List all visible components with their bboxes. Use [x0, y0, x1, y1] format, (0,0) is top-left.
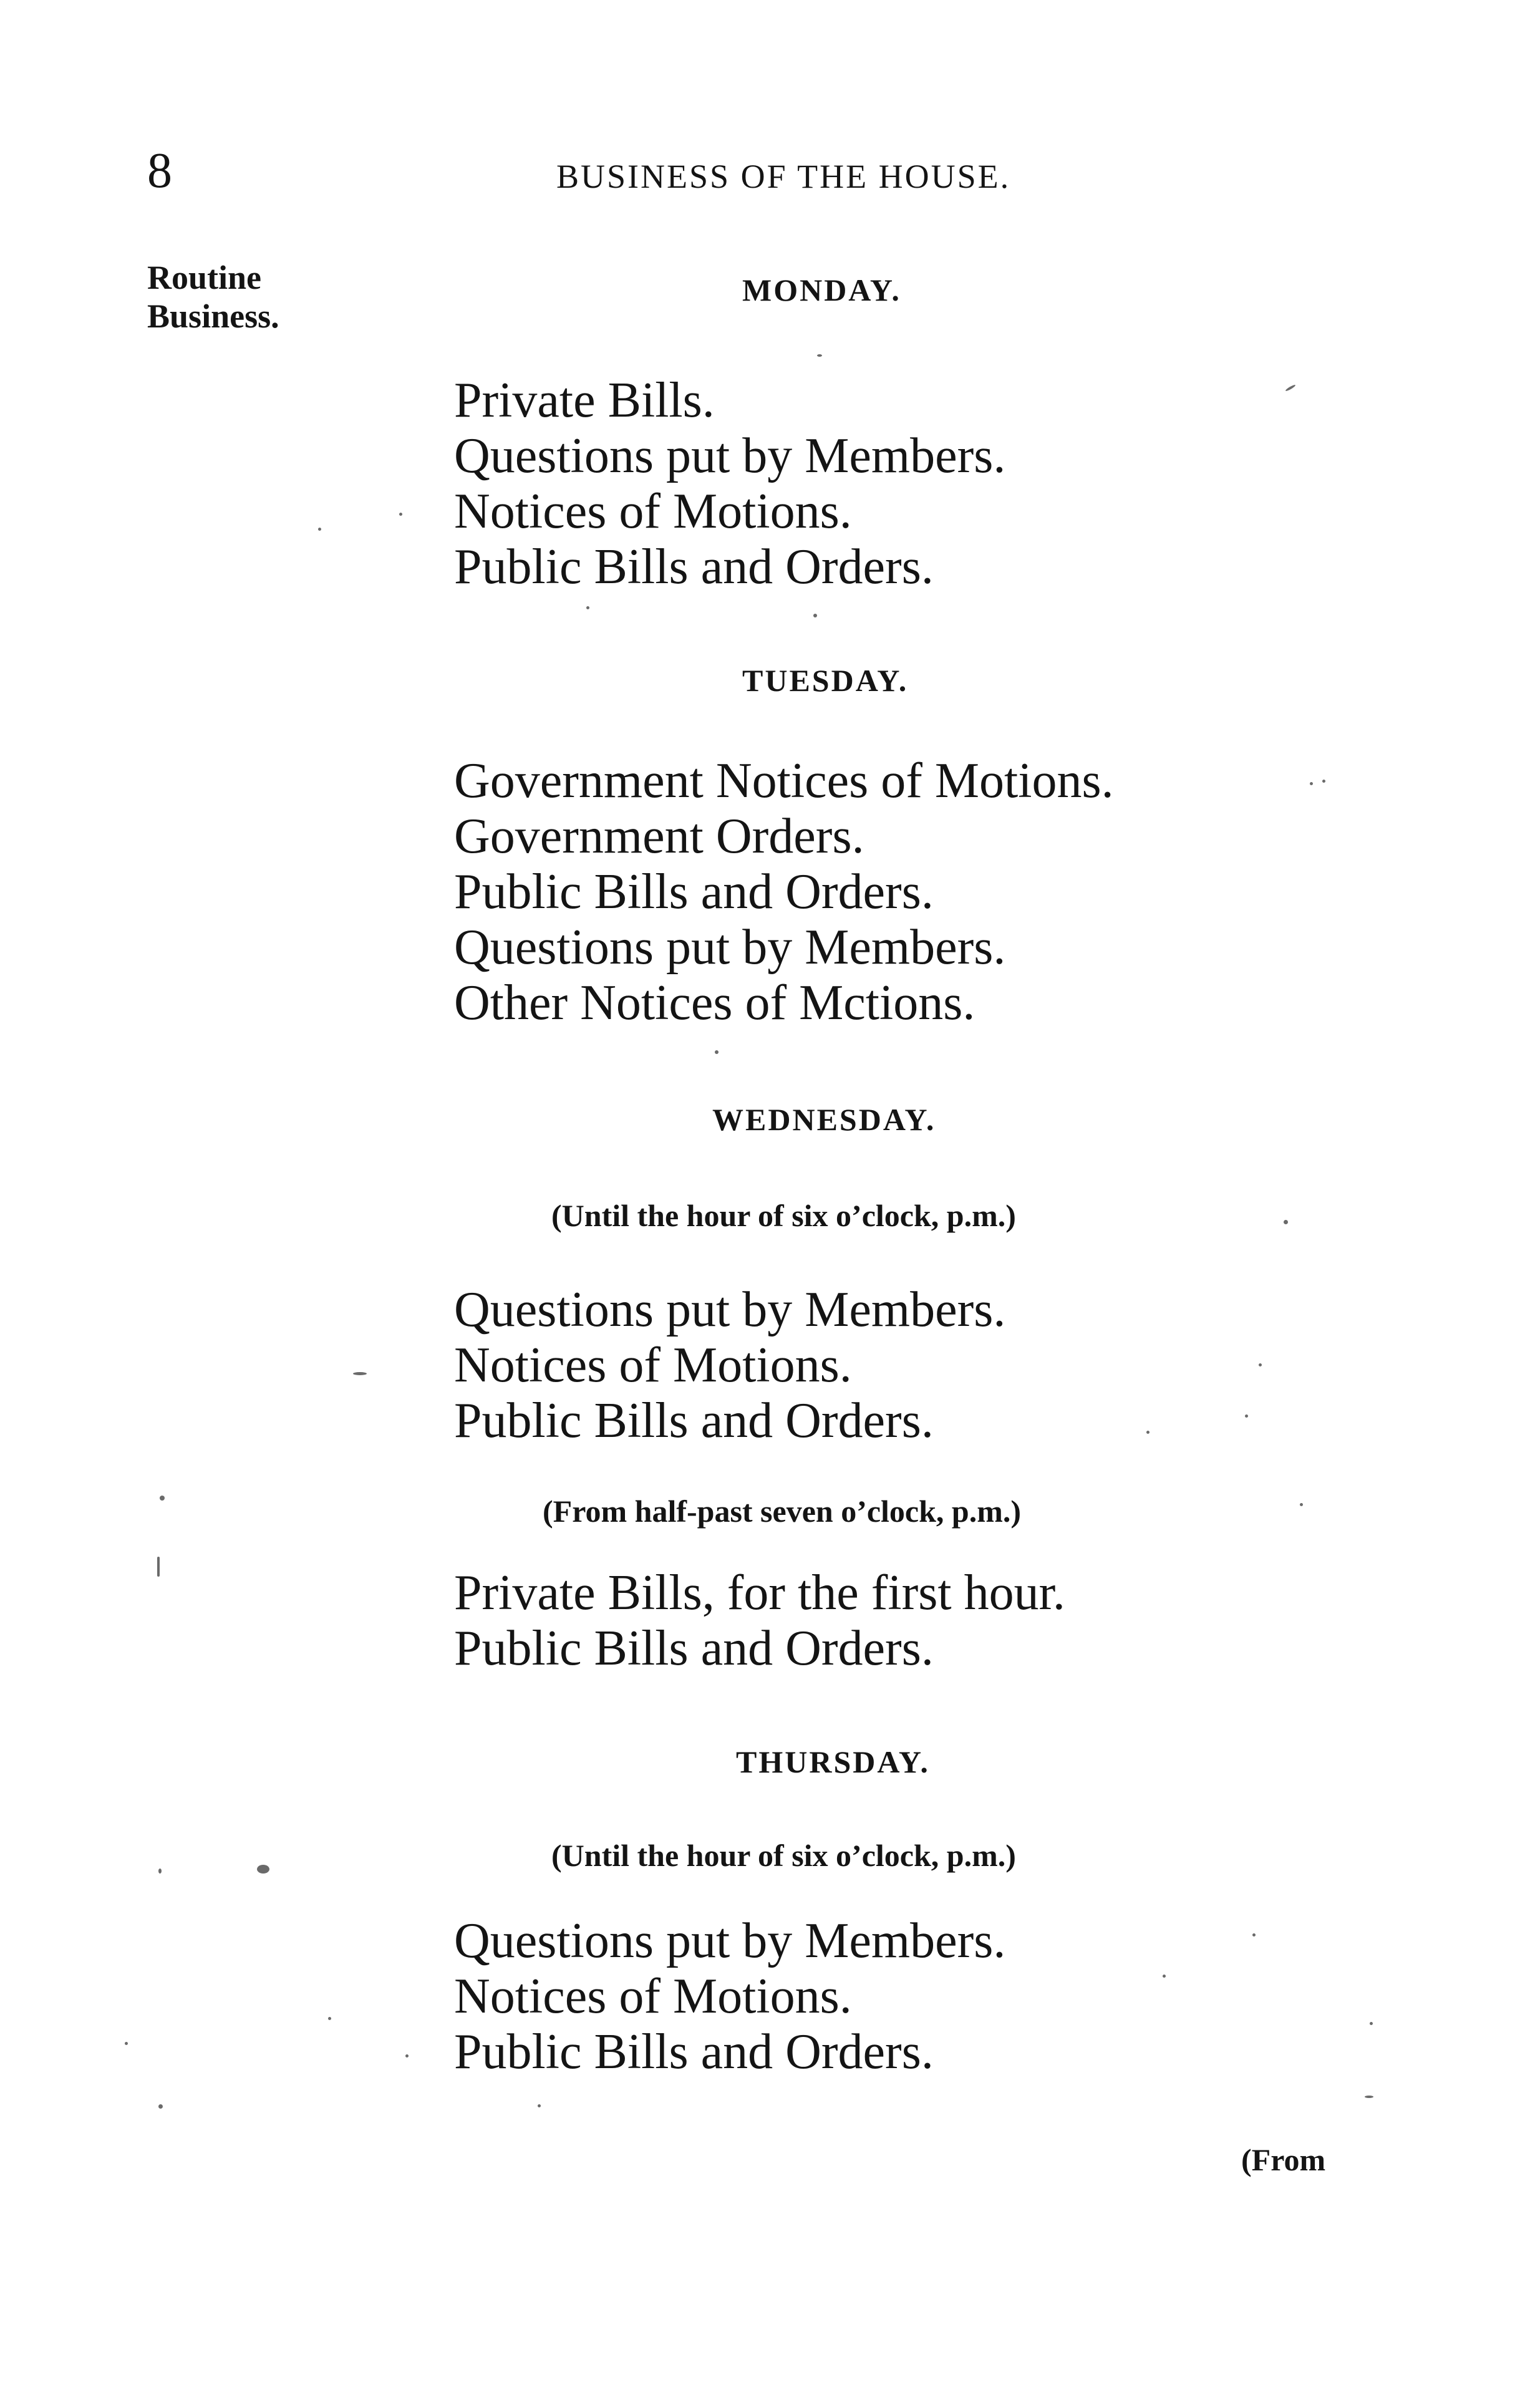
business-item: Questions put by Members. [454, 920, 1006, 975]
side-note-line: Business. [147, 297, 279, 335]
scan-speck [1300, 1503, 1303, 1506]
scan-speck [817, 354, 822, 357]
scan-speck [318, 528, 321, 531]
business-item: Government Notices of Motions. [454, 753, 1114, 808]
business-item: Public Bills and Orders. [454, 2024, 934, 2079]
scan-speck [1146, 1431, 1150, 1434]
scan-speck [1365, 2096, 1373, 2098]
scan-speck [586, 606, 589, 609]
scan-speck [538, 2104, 541, 2107]
scan-speck [328, 2017, 331, 2020]
time-note: (From half-past seven o’clock, p.m.) [543, 1494, 1022, 1529]
day-heading-wednesday: WEDNESDAY. [712, 1102, 936, 1137]
scan-speck [1370, 2022, 1373, 2025]
business-item: Questions put by Members. [454, 428, 1006, 483]
time-note: (Until the hour of six o’clock, p.m.) [551, 1838, 1016, 1873]
scan-speck [160, 1496, 165, 1501]
day-heading-monday: MONDAY. [742, 273, 901, 307]
thursday-items [454, 1913, 1005, 2080]
scan-speck [813, 614, 817, 617]
scan-speck [1245, 1414, 1248, 1418]
scan-speck [1284, 1220, 1288, 1224]
scan-speck [1310, 782, 1313, 785]
scan-speck [125, 2042, 128, 2045]
page-number: 8 [147, 143, 172, 198]
scan-speck [405, 2054, 409, 2057]
wednesday-items-after-seven [454, 1565, 1065, 1676]
time-note: (Until the hour of six o’clock, p.m.) [551, 1198, 1016, 1233]
business-item: Notices of Motions. [454, 1338, 852, 1393]
running-head: BUSINESS OF THE HOUSE. [556, 158, 1011, 195]
business-item: Public Bills and Orders. [454, 539, 934, 594]
day-heading-thursday: THURSDAY. [736, 1744, 930, 1779]
business-item: Public Bills and Orders. [454, 1393, 934, 1448]
scan-speck [1163, 1975, 1166, 1978]
business-item: Public Bills and Orders. [454, 1621, 934, 1676]
business-item: Other Notices of Mctions. [454, 975, 975, 1030]
business-item: Private Bills, for the first hour. [454, 1565, 1065, 1620]
day-heading-tuesday: TUESDAY. [742, 663, 909, 698]
business-item: Notices of Motions. [454, 484, 852, 539]
monday-items [454, 373, 1005, 595]
scan-speck [1285, 384, 1296, 392]
side-note-line: Routine [147, 259, 262, 296]
scan-speck [1259, 1363, 1262, 1366]
business-item: Private Bills. [454, 373, 715, 428]
business-item: Notices of Motions. [454, 1969, 852, 2024]
scan-speck [1252, 1933, 1256, 1937]
scan-speck [353, 1372, 367, 1375]
tuesday-items [454, 753, 1114, 1031]
business-item: Government Orders. [454, 809, 864, 864]
business-item: Public Bills and Orders. [454, 864, 934, 919]
scan-speck [157, 1557, 160, 1577]
wednesday-items-before-six [454, 1282, 1005, 1449]
scan-speck [257, 1865, 269, 1874]
scan-speck [158, 1869, 162, 1874]
scan-speck [1322, 780, 1325, 783]
side-note [147, 258, 279, 336]
scan-speck [715, 1050, 719, 1054]
business-item: Questions put by Members. [454, 1282, 1006, 1337]
catchword: (From [1241, 2142, 1326, 2177]
scan-speck [158, 2104, 163, 2109]
scan-speck [399, 513, 402, 516]
business-item: Questions put by Members. [454, 1913, 1006, 1968]
